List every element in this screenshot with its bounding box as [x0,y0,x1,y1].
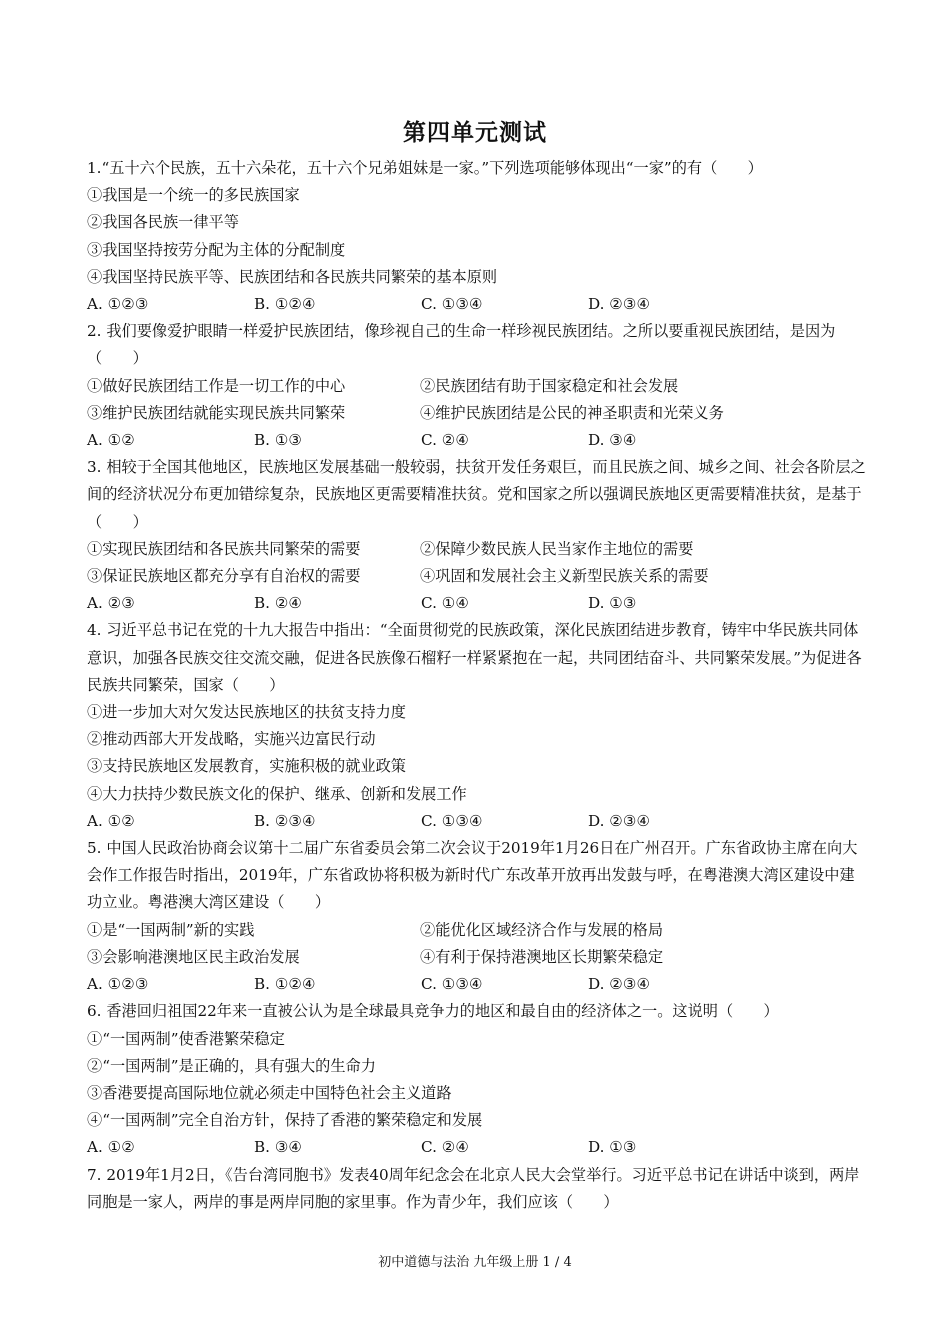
option: ①我国是一个统一的多民族国家 [87,186,300,205]
option: ④有利于保持港澳地区长期繁荣稳定 [420,947,663,966]
option: ③我国坚持按劳分配为主体的分配制度 [87,240,346,259]
question-5 [87,835,867,998]
answer-choice: D. ②③④ [588,975,651,994]
option: ④大力扶持少数民族文化的保护、继承、创新和发展工作 [87,784,467,803]
option: ①进一步加大对欠发达民族地区的扶贫支持力度 [87,703,406,722]
answer-choice: C. ①③④ [421,811,483,830]
option-row [87,373,867,400]
option: ④“一国两制”完全自治方针，保持了香港的繁荣稳定和发展 [87,1111,483,1130]
answer-choice: C. ②④ [421,1138,469,1157]
option-row [87,917,867,944]
option-row [87,944,867,971]
question-1 [87,155,867,318]
answer-choices [87,808,867,835]
answer-choices [87,971,867,998]
question-4 [87,617,867,835]
answer-choice: A. ①② [87,1138,135,1157]
answer-choice: A. ①② [87,431,135,450]
answer-choice: A. ①②③ [87,975,149,994]
option-row [87,400,867,427]
answer-choice: D. ①③ [588,594,637,613]
option: ①实现民族团结和各民族共同繁荣的需要 [87,539,361,558]
answer-choice: D. ②③④ [588,811,651,830]
page-title: 第四单元测试 [403,119,547,146]
answer-choice: B. ①②④ [254,295,316,314]
question-3 [87,454,867,617]
option: ②推动西部大开发战略，实施兴边富民行动 [87,730,376,749]
answer-choices [87,590,867,617]
option: ③支持民族地区发展教育，实施积极的就业政策 [87,757,406,776]
question-stem: 2. 我们要像爱护眼睛一样爱护民族团结，像珍视自己的生命一样珍视民族团结。之所以要重视民族团结，是因为（ ） [87,322,836,368]
page-footer: 初中道德与法治 九年级上册 1 / 4 [378,1255,572,1270]
answer-choices [87,427,867,454]
question-stem: 6. 香港回归祖国22年来一直被公认为是全球最具竞争力的地区和最自由的经济体之一。这说明（ ） [87,1002,779,1021]
answer-choice: A. ①② [87,811,135,830]
option: ①是“一国两制”新的实践 [87,920,255,939]
option: ②“一国两制”是正确的，具有强大的生命力 [87,1056,376,1075]
question-stem: 3. 相较于全国其他地区，民族地区发展基础一般较弱，扶贫开发任务艰巨，而且民族之间、城乡之间、社会各阶层之间的经济状况分布更加错综复杂，民族地区更需要精准扶贫。党和国家之所以强调民族地区更需要精准扶贫，是基于（ ） [87,458,866,531]
question-6 [87,998,867,1161]
answer-choice: D. ③④ [588,431,637,450]
answer-choice: D. ②③④ [588,295,651,314]
answer-choice: B. ②③④ [254,811,316,830]
answer-choice: A. ②③ [87,594,135,613]
question-list [87,155,867,1216]
option-row [87,563,867,590]
answer-choice: A. ①②③ [87,295,149,314]
answer-choice: B. ①②④ [254,975,316,994]
question-7 [87,1162,867,1216]
answer-choice: B. ③④ [254,1138,303,1157]
option-row [87,536,867,563]
option: ③香港要提高国际地位就必须走中国特色社会主义道路 [87,1083,452,1102]
option: ③会影响港澳地区民主政治发展 [87,947,300,966]
question-stem: 5. 中国人民政治协商会议第十二届广东省委员会第二次会议于2019年1月26日在广州召开。广东省政协主席在向大会作工作报告时指出，2019年，广东省政协将积极为新时代广东改革开放再出发鼓与呼，在粤港澳大湾区建设中建功立业。粤港澳大湾区建设（ ） [87,839,858,912]
option: ④我国坚持民族平等、民族团结和各民族共同繁荣的基本原则 [87,267,498,286]
option: ②民族团结有助于国家稳定和社会发展 [420,376,679,395]
option: ③维护民族团结就能实现民族共同繁荣 [87,403,346,422]
question-stem: 7. 2019年1月2日，《告台湾同胞书》发表40周年纪念会在北京人民大会堂举行。习近平总书记在讲话中谈到，两岸同胞是一家人，两岸的事是两岸同胞的家里事。作为青少年，我们应该（ ） [87,1165,860,1211]
option: ①“一国两制”使香港繁荣稳定 [87,1029,285,1048]
option: ②保障少数民族人民当家作主地位的需要 [420,539,694,558]
option: ②我国各民族一律平等 [87,213,239,232]
option: ④巩固和发展社会主义新型民族关系的需要 [420,567,709,586]
answer-choice: C. ①③④ [421,295,483,314]
option: ①做好民族团结工作是一切工作的中心 [87,376,346,395]
answer-choices [87,1134,867,1161]
answer-choice: C. ②④ [421,431,469,450]
question-stem: 4. 习近平总书记在党的十九大报告中指出：“全面贯彻党的民族政策，深化民族团结进步教育，铸牢中华民族共同体意识，加强各民族交往交流交融，促进各民族像石榴籽一样紧紧抱在一起，共同团结奋斗、共同繁荣发展。”为促进各民族共同繁荣，国家（ ） [87,621,862,694]
option: ③保证民族地区都充分享有自治权的需要 [87,567,361,586]
option: ②能优化区域经济合作与发展的格局 [420,920,663,939]
answer-choice: B. ①③ [254,431,303,450]
answer-choice: C. ①③④ [421,975,483,994]
option: ④维护民族团结是公民的神圣职责和光荣义务 [420,403,724,422]
question-2 [87,318,867,454]
question-stem: 1.“五十六个民族，五十六朵花，五十六个兄弟姐妹是一家。”下列选项能够体现出“一家”的有（ ） [87,159,763,177]
answer-choice: D. ①③ [588,1138,637,1157]
answer-choice: B. ②④ [254,594,303,613]
answer-choices [87,291,867,318]
answer-choice: C. ①④ [421,594,469,613]
